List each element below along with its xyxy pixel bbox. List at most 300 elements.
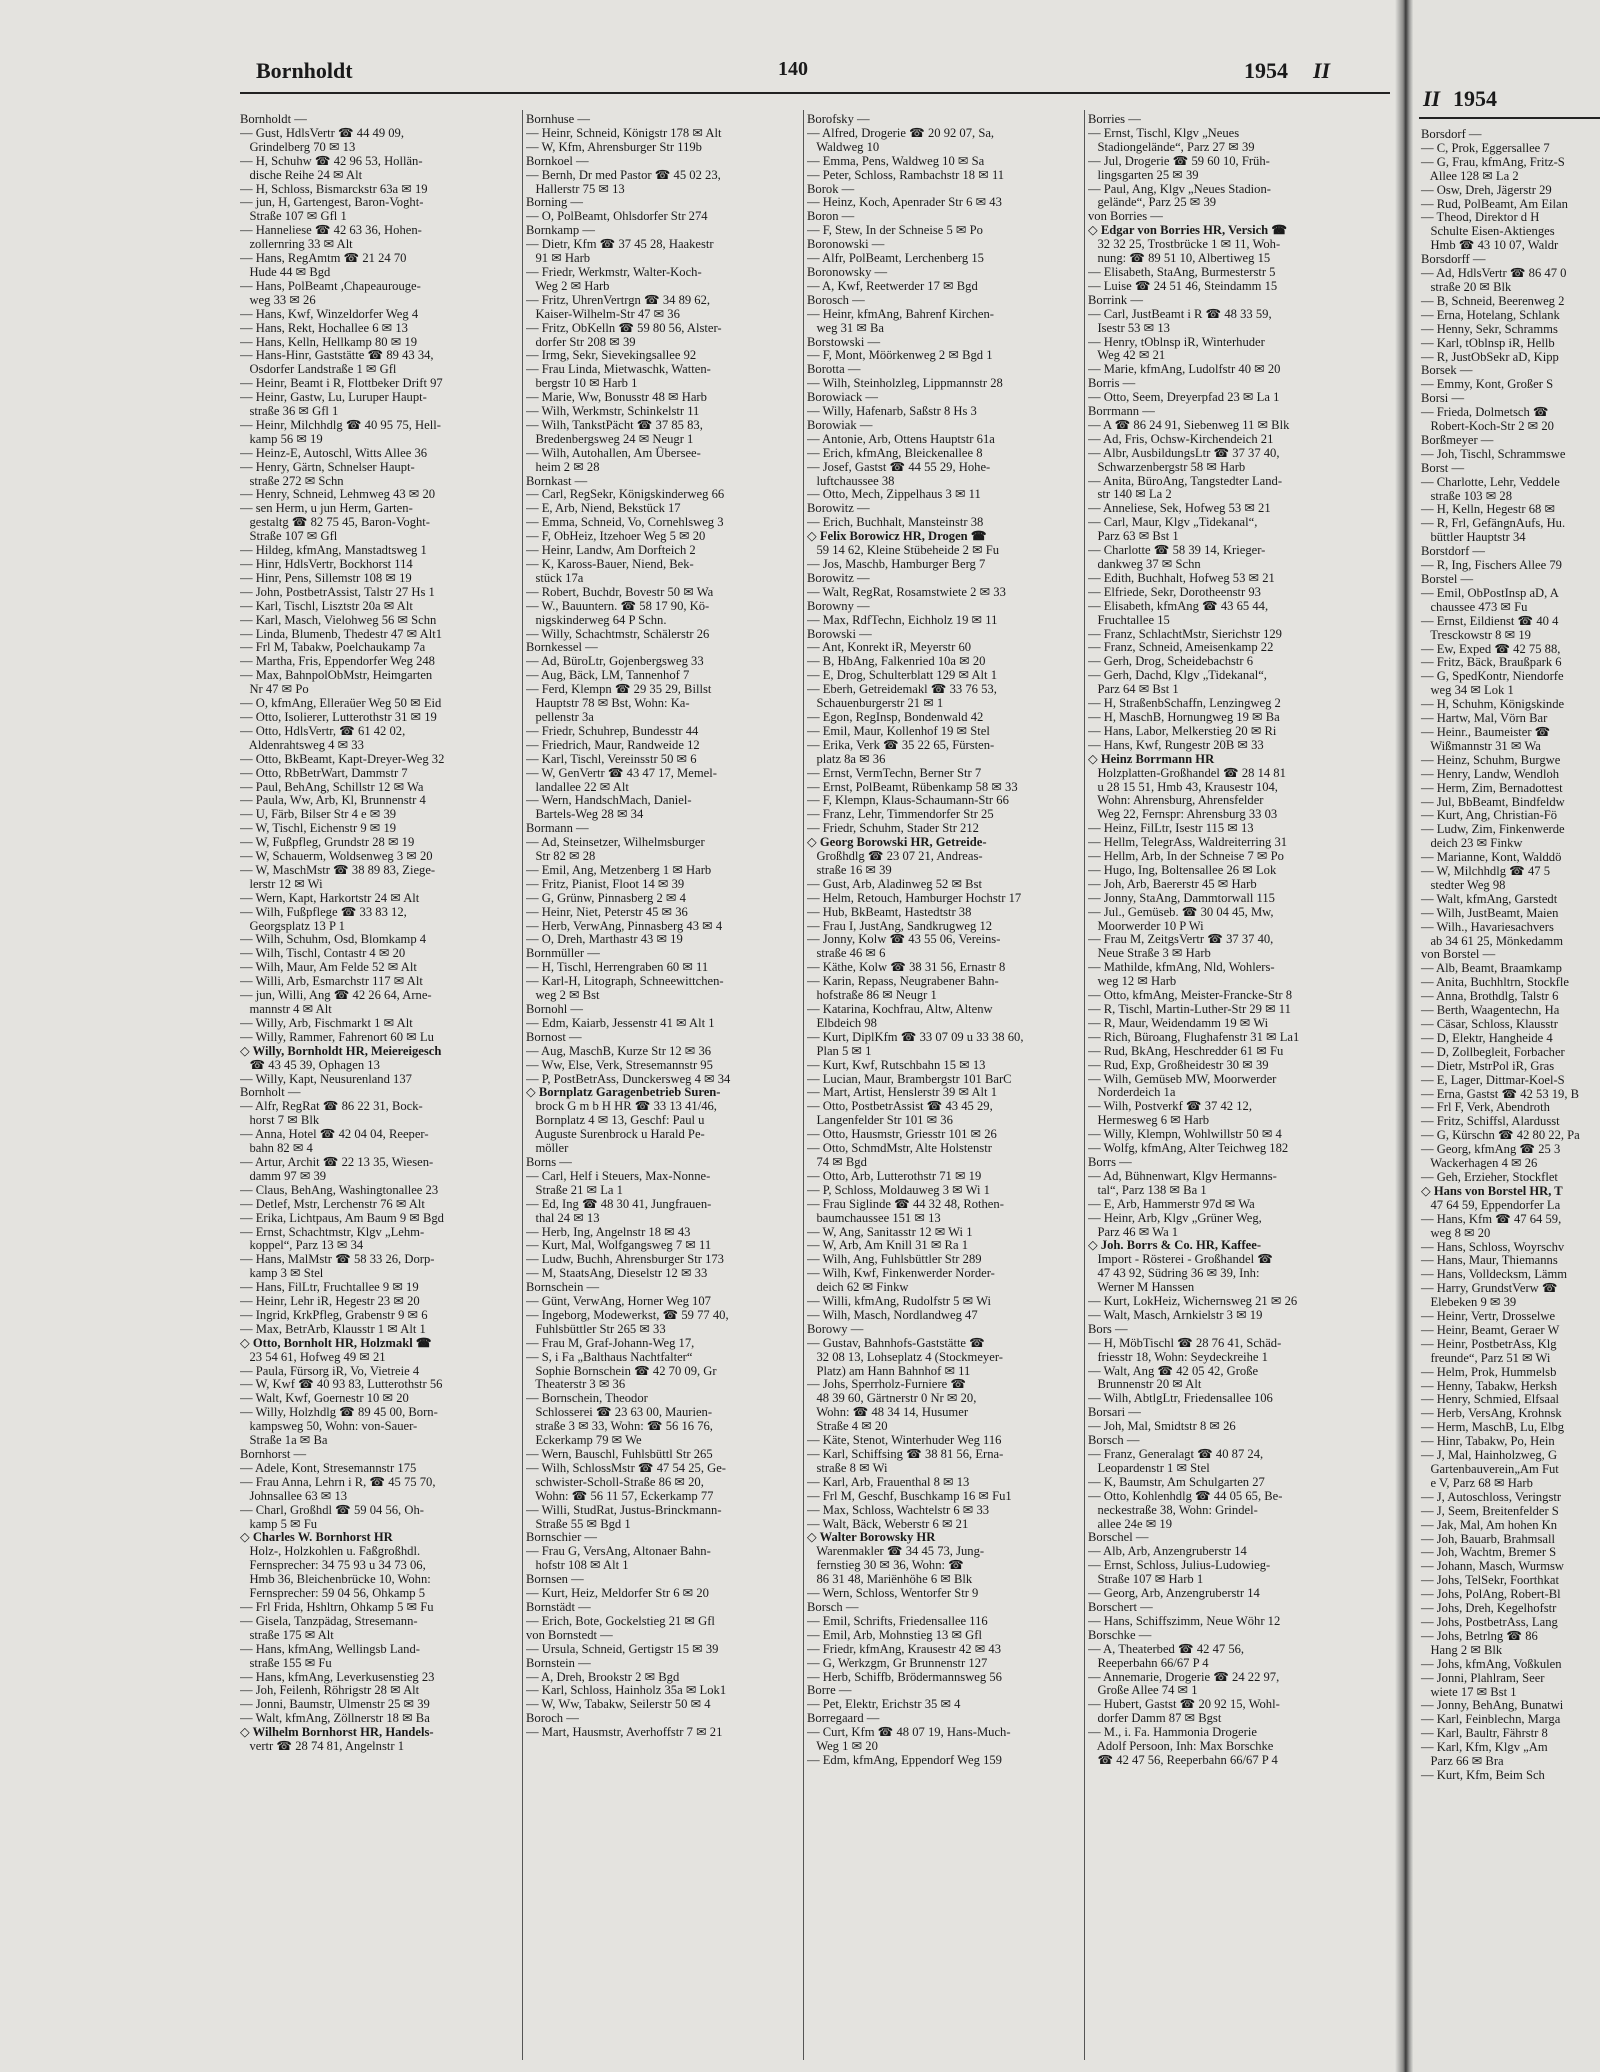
directory-line: Borowiak — [807,417,873,432]
directory-line: — Paul, Ang, Klgv „Neues Stadion- [1088,181,1271,196]
directory-line: — Walt, RegRat, Rosamstwiete 2 ✉ 33 [807,584,1006,599]
directory-line: Borowiack — [807,390,878,405]
directory-line: — Willy, Hafenarb, Saßstr 8 Hs 3 [807,404,977,419]
directory-line: Hallerstr 75 ✉ 13 [526,181,625,196]
directory-line: — Johs, PostbetrAss, Lang [1421,1614,1558,1629]
directory-line: Borsdorf — [1421,127,1482,141]
directory-line: straße 8 ✉ Wi [807,1460,888,1475]
directory-line: — Johs, kfmAng, Voßkulen [1421,1656,1562,1671]
directory-line: Borotta — [807,362,861,377]
directory-line: Borstdorf — [1421,544,1486,559]
directory-line: — Hans, FilLtr, Fruchtallee 9 ✉ 19 [240,1280,419,1295]
directory-line: 23 54 61, Hofweg 49 ✉ 21 [240,1349,386,1364]
directory-line: Bornohl — [526,1002,584,1016]
directory-line: — Karl, Kfm, Klgv „Am [1421,1740,1548,1755]
directory-line: — Willi, kfmAng, Rudolfstr 5 ✉ Wi [807,1294,991,1309]
directory-line: — W, Fußpfleg, Grundstr 28 ✉ 19 [240,835,415,850]
directory-line: 32 32 25, Trostbrücke 1 ✉ 11, Woh- [1088,237,1281,252]
directory-line: — Heinr, Niet, Peterstr 45 ✉ 36 [526,904,688,919]
directory-line: zollernring 33 ✉ Alt [240,237,353,252]
directory-line: Bornkoel — [526,153,589,168]
directory-line: — Otto, Arb, Lutterothstr 71 ✉ 19 [807,1168,982,1183]
year: 1954 [1244,58,1288,83]
directory-line: — Hans, Schloss, Woyrschv [1421,1239,1565,1254]
directory-line: — Hartw, Mal, Vörn Bar [1421,711,1548,726]
directory-line: damm 97 ✉ 39 [240,1168,327,1183]
directory-line: Borßmeyer — [1421,432,1494,447]
directory-line: — Karl, Feinblechn, Marga [1421,1712,1561,1727]
directory-line: — Ernst, VermTechn, Berner Str 7 [807,765,982,780]
directory-line: — Johs, Betrlng ☎ 86 [1421,1628,1538,1643]
directory-line: — C, Prok, Eggersallee 7 [1421,140,1550,155]
directory-line: Borning — [526,195,584,210]
directory-line: — Hans, MalMstr ☎ 58 33 26, Dorp- [240,1252,435,1267]
directory-line: Parz 66 ✉ Bra [1421,1754,1504,1769]
directory-line: straße 16 ✉ 39 [807,862,892,877]
directory-line: — Karl, Arb, Frauenthal 8 ✉ 13 [807,1474,970,1489]
directory-line: — Heinz-E, Autoschl, Witts Allee 36 [240,445,428,460]
directory-line: — Emil, Ang, Metzenberg 1 ✉ Harb [526,862,712,877]
directory-line: vertr ☎ 28 74 81, Angelnstr 1 [240,1739,404,1754]
directory-line: Aldenrahtsweg 4 ✉ 33 [240,737,364,752]
directory-line: Bornkast — [526,473,588,488]
header-rule [240,92,1390,94]
directory-line: — Gustav, Bahnhofs-Gaststätte ☎ [807,1335,985,1350]
directory-line: — Heinr, Beamt, Geraer W [1421,1322,1560,1337]
directory-line: Wohn: ☎ 56 11 57, Eckerkamp 77 [526,1488,714,1503]
directory-line: Borstowski — [807,334,881,349]
directory-line: — Johs, TelSekr, Foorthkat [1421,1573,1559,1588]
directory-line: Borofsky — [807,113,870,126]
directory-line: straße 103 ✉ 28 [1421,488,1512,503]
directory-line: stedter Weg 98 [1421,877,1506,892]
directory-line: — Kurt, Kwf, Rutschbahn 15 ✉ 13 [807,1057,986,1072]
directory-line: — E, Drog, Schulterblatt 129 ✉ Alt 1 [807,668,997,683]
directory-line: Gartenbauverein„Am Fut [1421,1462,1559,1476]
directory-line: Wackerhagen 4 ✉ 26 [1421,1156,1538,1171]
directory-line: — Ew, Exped ☎ 42 75 88, [1421,641,1561,656]
directory-line: — Hans, Kelln, Hellkamp 80 ✉ 19 [240,334,418,349]
directory-line: — Jos, Maschb, Hamburger Berg 7 [807,557,986,571]
directory-line: Fruchtallee 15 [1088,612,1170,627]
directory-line: Auguste Surenbrock u Harald Pe- [526,1127,705,1142]
directory-line: — Hans-Hinr, Gaststätte ☎ 89 43 34, [240,348,434,363]
directory-line: — Johs, Sperrholz-Furniere ☎ [807,1377,967,1392]
directory-line: — Katarina, Kochfrau, Altw, Altenw [807,1002,993,1016]
directory-column-3 [807,113,1092,2063]
directory-line: Bornkessel — [526,640,598,655]
directory-line: — Emil, Schrifts, Friedensallee 116 [807,1613,988,1628]
book-gutter [1395,0,1413,2072]
directory-line: — H, StraßenbSchaffn, Lenzingweg 2 [1088,696,1281,711]
directory-line: von Borries — [1088,209,1163,224]
directory-line: — Charl, Großhdl ☎ 59 04 56, Oh- [240,1502,424,1517]
directory-line: Nr 47 ✉ Po [240,682,309,697]
directory-line: — Anita, BüroAng, Tangstedter Land- [1088,473,1283,488]
directory-line: straße 155 ✉ Fu [240,1655,332,1670]
directory-line: Borns — [526,1154,572,1169]
directory-line: — R, Frl, GefängnAufs, Hu. [1421,516,1566,531]
directory-line: — Fritz, ObKelln ☎ 59 80 56, Alster- [526,320,722,335]
directory-line: — Fritz, Schiffsl, Alardusst [1421,1114,1560,1129]
directory-line: — Carl, Helf i Steuers, Max-Nonne- [526,1168,711,1183]
directory-line: weg 34 ✉ Lok 1 [1421,683,1514,698]
directory-line: — Emil, Maur, Kollenhof 19 ✉ Stel [807,723,990,738]
directory-line: — Henny, Tabakw, Herksh [1421,1378,1558,1393]
directory-line: Boron — [807,209,855,224]
directory-line: — P, Schloss, Moldauweg 3 ✉ Wi 1 [807,1182,990,1197]
directory-line: Wißmannstr 31 ✉ Wa [1421,738,1541,753]
directory-line: — Friedr, Schuhm, Stader Str 212 [807,821,979,836]
directory-line: — Edm, Kaiarb, Jessenstr 41 ✉ Alt 1 [526,1015,715,1030]
directory-line: — Jul., Gemüseb. ☎ 30 04 45, Mw, [1088,904,1274,919]
directory-line: — Helm, Retouch, Hamburger Hochstr 17 [807,890,1022,905]
column-divider [1084,110,1085,2060]
directory-line: — Erika, Lichtpaus, Am Baum 9 ✉ Bgd [240,1210,444,1225]
directory-line: — Ant, Konrekt iR, Meyerstr 60 [807,640,972,655]
directory-line: — G, Frau, kfmAng, Fritz-S [1421,154,1565,169]
directory-line: fernstieg 30 ✉ 36, Wohn: ☎ [807,1558,964,1573]
directory-line: — Otto, RbBetrWart, Dammstr 7 [240,765,408,780]
directory-line: Elebeken 9 ✉ 39 [1421,1295,1517,1310]
directory-line: Parz 63 ✉ Bst 1 [1088,529,1179,544]
directory-line: Straße 55 ✉ Bgd 1 [526,1516,631,1531]
directory-line: Holzplatten-Großhandel ☎ 28 14 81 [1088,765,1286,780]
directory-line: thal 24 ✉ 13 [526,1210,600,1225]
directory-line: — Irmg, Sekr, Sievekingsallee 92 [526,348,697,363]
directory-line: — Anneliese, Sek, Hofweg 53 ✉ 21 [1088,501,1271,516]
directory-line: 86 31 48, Mariënhöhe 6 ✉ Blk [807,1572,973,1587]
directory-line: Weg 42 ✉ 21 [1088,348,1166,363]
directory-line: — Otto, Seem, Dreyerpfad 23 ✉ La 1 [1088,390,1280,405]
directory-line: Bornholt — [240,1085,301,1100]
directory-line: — Hans, Kwf, Winzeldorfer Weg 4 [240,306,419,321]
directory-line: Boronowsky — [807,264,888,279]
directory-line: — Rud, BkAng, Heschredder 61 ✉ Fu [1088,1043,1284,1058]
directory-line: — Linda, Blumenb, Thedestr 47 ✉ Alt1 [240,626,443,641]
directory-line: straße 175 ✉ Alt [240,1627,334,1642]
directory-line: Elbdeich 98 [807,1015,877,1030]
directory-line: — Marianne, Kont, Walddö [1421,850,1562,865]
directory-line: — Hanneliese ☎ 42 63 36, Hohen- [240,223,422,238]
directory-line: — Hinr, Tabakw, Po, Hein [1421,1434,1555,1449]
directory-line: — Emil, ObPostInsp aD, A [1421,585,1559,600]
directory-line: — Anna, Brothdlg, Talstr 6 [1421,989,1559,1004]
directory-line: — Franz, Lehr, Timmendorfer Str 25 [807,807,994,822]
directory-line: — W, Schauerm, Woldsenweg 3 ✉ 20 [240,849,433,864]
directory-line: baumchaussee 151 ✉ 13 [807,1210,941,1225]
directory-line: — Fritz, Bäck, Braußpark 6 [1421,655,1562,670]
directory-line: Bornplatz 4 ✉ 13, Geschf: Paul u [526,1113,705,1128]
directory-line: — Heinz, FilLtr, Isestr 115 ✉ 13 [1088,821,1254,836]
directory-line: — Ad, BüroLtr, Gojenbergsweg 33 [526,654,704,669]
directory-line: weg 31 ✉ Ba [807,320,885,335]
directory-line: — Erich, Bote, Gockelstieg 21 ✉ Gfl [526,1613,715,1628]
directory-line: Robert-Koch-Str 2 ✉ 20 [1421,419,1554,434]
directory-line: Georgsplatz 13 P 1 [240,918,345,933]
directory-line: Straße 1a ✉ Ba [240,1433,328,1448]
directory-line: — J, Autoschloss, Veringstr [1421,1489,1562,1504]
directory-line: — Heinr, Lehr iR, Hegestr 23 ✉ 20 [240,1294,420,1309]
directory-line: — Willy, Rammer, Fahrenort 60 ✉ Lu [240,1029,434,1044]
directory-line: Allee 128 ✉ La 2 [1421,168,1519,183]
directory-line: — Ernst, Tischl, Klgv „Neues [1088,125,1240,140]
directory-line: — Jonni, Baumstr, Ulmenstr 25 ✉ 39 [240,1697,430,1712]
directory-line: — Marie, Ww, Bonusstr 48 ✉ Harb [526,390,707,405]
directory-line: — Wilh, TankstPächt ☎ 37 85 83, [526,417,703,432]
directory-line: — Hugo, Ing, Boltensallee 26 ✉ Lok [1088,862,1277,877]
directory-line: — Karl, Schloss, Hainholz 35a ✉ Lok1 [526,1683,727,1698]
directory-line: straße 36 ✉ Gfl 1 [240,404,339,419]
directory-line: brock G m b H HR ☎ 33 13 41/46, [526,1099,717,1114]
directory-line: Borrs — [1088,1154,1132,1169]
directory-line: 47 64 59, Eppendorfer La [1421,1197,1561,1212]
directory-line: Holz-, Holzkohlen u. Faßgroßhdl. [240,1544,421,1559]
directory-line: — jun, H, Gartengest, Baron-Voght- [240,195,424,210]
directory-line: chaussee 473 ✉ Fu [1421,599,1528,614]
directory-line: Parz 64 ✉ Bst 1 [1088,682,1179,697]
directory-line: friesstr 18, Wohn: Seydeckreihe 1 [1088,1349,1268,1364]
directory-line: 59 14 62, Kleine Stübeheide 2 ✉ Fu [807,543,1000,558]
directory-line: Straße 107 ✉ Gfl [240,529,338,544]
directory-line: kamp 56 ✉ 19 [240,431,323,446]
directory-line: — Wilh, JustBeamt, Maien [1421,905,1559,920]
directory-line: — J, Seem, Breitenfelder S [1421,1503,1559,1518]
directory-line: — Karl, Baultr, Fährstr 8 [1421,1726,1548,1741]
directory-line: Moorwerder 10 P Wi [1088,918,1204,933]
directory-line: — Fritz, Pianist, Floot 14 ✉ 39 [526,876,685,891]
directory-line: Borowny — [807,598,870,613]
directory-line: Borrmann — [1088,404,1155,419]
directory-line: deich 62 ✉ Finkw [807,1280,909,1295]
directory-line: — Anita, Buchhltrn, Stockfle [1421,975,1569,990]
directory-line: — Edith, Buchhalt, Hofweg 53 ✉ 21 [1088,570,1275,585]
directory-line: — Rud, Exp, Großheidestr 30 ✉ 39 [1088,1057,1269,1072]
column-divider [522,110,523,2060]
directory-line: kampsweg 50, Wohn: von-Sauer- [240,1419,418,1434]
directory-line: — Hans, Kfm ☎ 47 64 59, [1421,1211,1562,1226]
directory-line: — sen Herm, u jun Herm, Garten- [240,501,413,516]
directory-line: — Franz, Generalagt ☎ 40 87 24, [1088,1447,1264,1461]
directory-line: — Aug, MaschB, Kurze Str 12 ✉ 36 [526,1043,712,1058]
directory-line: Fernsprecher: 34 75 93 u 34 73 06, [240,1558,426,1573]
directory-line: — W, Kfm, Ahrensburger Str 119b [526,139,702,154]
directory-line: weg 12 ✉ Harb [1088,974,1177,989]
directory-line: — Wilh, Kwf, Finkenwerder Norder- [807,1266,995,1281]
directory-line: — Heinr, Schneid, Königstr 178 ✉ Alt [526,125,722,140]
directory-line: — E, Arb, Hammerstr 97d ✉ Wa [1088,1196,1255,1211]
directory-line: Borsek — [1421,363,1473,378]
directory-line: von Bornstedt — [526,1627,613,1642]
directory-line: — U, Färb, Bilser Str 4 e ✉ 39 [240,807,397,822]
directory-line: Borok — [807,181,855,196]
directory-line: Borrink — [1088,292,1143,307]
directory-line: Borsch — [807,1599,859,1614]
directory-line: — Ernst, Eildienst ☎ 40 4 [1421,613,1559,628]
directory-line: — Walt, Kwf, Goernestr 10 ✉ 20 [240,1391,409,1406]
directory-line: Bornmüller — [526,946,600,961]
directory-column-2 [526,113,811,2063]
directory-line: — B, Schneid, Beerenweg 2 [1421,293,1565,308]
directory-line: — Heinr, kfmAng, Bahrenf Kirchen- [807,306,994,321]
directory-line: stück 17a [526,570,584,585]
directory-line: — Frau M, Graf-Johann-Weg 17, [526,1335,695,1350]
directory-line: — Otto, Kohlenhdlg ☎ 44 05 65, Be- [1088,1488,1283,1503]
directory-line: ◇ Charles W. Bornhorst HR [240,1530,393,1545]
directory-line: — Frl M, Geschf, Buschkamp 16 ✉ Fu1 [807,1488,1012,1503]
directory-line: — Walt, Ang ☎ 42 05 42, Große [1088,1363,1259,1378]
directory-line: — Wilh, Steinholzleg, Lippmannstr 28 [807,376,1003,391]
directory-line: — Herb, Schiffb, Brödermannsweg 56 [807,1669,1002,1684]
directory-line: Neue Straße 3 ✉ Harb [1088,946,1211,961]
directory-line: — Emma, Pens, Waldweg 10 ✉ Sa [807,153,985,168]
directory-line: — A, Dreh, Brookstr 2 ✉ Bgd [526,1669,680,1684]
directory-line: — Franz, SchlachtMstr, Sierichstr 129 [1088,626,1282,641]
directory-line: Sophie Bornschein ☎ 42 70 09, Gr [526,1363,717,1378]
directory-line: — Carl, Maur, Klgv „Tidekanal“, [1088,515,1258,530]
directory-line: — John, PostbetrAssist, Talstr 27 Hs 1 [240,584,435,599]
directory-line: — A ☎ 86 24 91, Siebenweg 11 ✉ Blk [1088,417,1290,432]
directory-line: Hude 44 ✉ Bgd [240,264,331,279]
directory-line: Borschel — [1088,1530,1149,1545]
directory-line: — Henry, Gärtn, Schnelser Haupt- [240,459,415,474]
directory-line: — Georg, kfmAng ☎ 25 3 [1421,1142,1561,1157]
directory-line: — Joh, Arb, Baererstr 45 ✉ Harb [1088,876,1257,891]
section-number: II [1313,58,1331,83]
directory-line: — Paul, BehAng, Schillstr 12 ✉ Wa [240,779,424,794]
directory-line: Schulte Eisen-Aktienges [1421,224,1555,239]
directory-line: ◇ Walter Borowsky HR [807,1530,936,1545]
directory-line: Bornhorst — [240,1447,307,1461]
directory-line: — W, Kwf ☎ 40 93 83, Lutterothstr 56 [240,1377,443,1392]
directory-line: hofstr 108 ✉ Alt 1 [526,1558,629,1573]
directory-line: — Hub, BkBeamt, Hastedtstr 38 [807,904,972,919]
directory-line: — Wilh, Fußpflege ☎ 33 83 12, [240,904,407,919]
directory-line: dorfer Str 208 ✉ 39 [526,334,636,349]
directory-line: kamp 3 ✉ Stel [240,1266,324,1281]
directory-line: straße 272 ✉ Schn [240,473,344,488]
directory-line: — Wern, HandschMach, Daniel- [526,793,692,808]
directory-line: — R, Ing, Fischers Allee 79 [1421,558,1562,573]
directory-line: straße 20 ✉ Blk [1421,279,1512,294]
directory-line: — Karl, tOblnsp iR, Hellb [1421,335,1555,350]
directory-line: — Walt, Masch, Arnkielstr 3 ✉ 19 [1088,1307,1263,1322]
directory-line: Bornstädt — [526,1599,591,1614]
directory-line: Osdorfer Landstraße 1 ✉ Gfl [240,362,397,377]
directory-line: — Hans, Volldecksm, Lämm [1421,1267,1568,1282]
directory-line: — G, Kürschn ☎ 42 80 22, Pa [1421,1128,1580,1143]
directory-line: schwister-Scholl-Straße 86 ✉ 20, [526,1474,704,1489]
directory-line: — Pet, Elektr, Erichstr 35 ✉ 4 [807,1697,961,1712]
directory-line: Waldweg 10 [807,139,880,154]
directory-line: — Karl-H, Litograph, Schneewittchen- [526,974,724,989]
directory-line: Platz) am Hann Bahnhof ✉ 11 [807,1363,971,1378]
directory-line: Str 82 ✉ 28 [526,849,596,864]
directory-line: — W, Arb, Am Knill 31 ✉ Ra 1 [807,1238,968,1253]
directory-line: — Theod, Direktor d H [1421,210,1540,225]
directory-line: — Carl, JustBeamt i R ☎ 48 33 59, [1088,306,1272,321]
directory-line: — Frau Linda, Mietwaschk, Watten- [526,362,711,377]
directory-line: — Wilh, Gemüseb MW, Moorwerder [1088,1071,1277,1086]
directory-line: — Antonie, Arb, Ottens Hauptstr 61a [807,431,995,446]
directory-line: — Alb, Beamt, Braamkamp [1421,961,1562,976]
directory-line: bergstr 10 ✉ Harb 1 [526,376,638,391]
directory-line: Borsdorff — [1421,252,1486,267]
directory-line: Hermesweg 6 ✉ Harb [1088,1113,1210,1128]
directory-line: — Ursula, Schneid, Gertigstr 15 ✉ 39 [526,1641,719,1656]
directory-line: — Friedrich, Maur, Randweide 12 [526,737,700,752]
directory-line: — R, JustObSekr aD, Kipp [1421,349,1559,364]
directory-line: — Alfr, PolBeamt, Lerchenberg 15 [807,251,984,266]
directory-line: ◇ Felix Borowicz HR, Drogen ☎ [807,529,987,544]
directory-line: — Henry, Schneid, Lehmweg 43 ✉ 20 [240,487,436,502]
directory-line: — Anna, Hotel ☎ 42 04 04, Reeper- [240,1127,429,1142]
directory-line: Stadiongelände“, Parz 27 ✉ 39 [1088,139,1255,154]
directory-line: — Heinr, Vertr, Drosselwe [1421,1309,1556,1324]
directory-line: Kaiser-Wilhelm-Str 47 ✉ 36 [526,306,680,321]
directory-line: Boroch — [526,1711,579,1726]
directory-line: — Max, Schloss, Wachtelstr 6 ✉ 33 [807,1502,990,1517]
directory-line: — Henry, tOblnsp iR, Winterhuder [1088,334,1265,349]
directory-line: — jun, Willi, Ang ☎ 42 26 64, Arne- [240,988,432,1003]
directory-line: — Otto, Mech, Zippelhaus 3 ✉ 11 [807,487,981,502]
directory-line: Borsch — [1088,1433,1140,1448]
directory-line: — Wilh, Masch, Nordlandweg 47 [807,1307,978,1322]
directory-line: Borowski — [807,626,872,641]
directory-line: — Rich, Büroang, Flughafenstr 31 ✉ La1 [1088,1029,1300,1044]
directory-line: — Elisabeth, StaAng, Burmesterstr 5 [1088,264,1276,279]
directory-line: Bredenbergsweg 24 ✉ Neugr 1 [526,431,694,446]
directory-line: — Egon, RegInsp, Bondenwald 42 [807,709,984,724]
directory-line: — Max, BetrArb, Klausstr 1 ✉ Alt 1 [240,1321,426,1336]
directory-line: — Hellm, Arb, In der Schneise 7 ✉ Po [1088,849,1284,864]
directory-line: 48 39 60, Gärtnerstr 0 Nr ✉ 20, [807,1391,977,1406]
directory-line: straße 3 ✉ 33, Wohn: ☎ 56 16 76, [526,1419,713,1434]
directory-line: — Emma, Schneid, Vo, Cornehlsweg 3 [526,515,724,530]
directory-line: — Hans, Schiffszimm, Neue Wöhr 12 [1088,1613,1281,1628]
directory-line: — Emmy, Kont, Großer S [1421,377,1554,392]
directory-line: — Herb, VersAng, Krohnsk [1421,1406,1562,1421]
directory-line: Bornkamp — [526,223,595,238]
directory-line: ◇ Willy, Bornholdt HR, Meiereigesch [240,1043,442,1058]
directory-line: — A, Kwf, Reetwerder 17 ✉ Bgd [807,278,978,293]
directory-line: — R, Maur, Weidendamm 19 ✉ Wi [1088,1015,1269,1030]
directory-line: Bornhuse — [526,113,591,126]
directory-line: Bartels-Weg 28 ✉ 34 [526,807,644,822]
directory-line: — Herm, Zim, Bernadottest [1421,780,1563,795]
directory-line: — H, Schuhm, Königskinde [1421,697,1565,712]
directory-line: Adolf Persoon, Inh: Max Borschke [1088,1739,1274,1754]
directory-line: — Johs, PolAng, Robert-Bl [1421,1587,1561,1602]
directory-line: — H, MöbTischl ☎ 28 76 41, Schäd- [1088,1335,1282,1350]
directory-line: — Willy, Schachtmstr, Schälerstr 26 [526,626,710,641]
directory-line: — O, kfmAng, Elleraüer Weg 50 ✉ Eid [240,696,442,711]
directory-line: — Heinr, Gastw, Lu, Luruper Haupt- [240,390,427,405]
directory-line: — J, Mal, Hainholzweg, G [1421,1448,1558,1463]
directory-line: allee 24e ✉ 19 [1088,1516,1172,1531]
directory-line: — W, GenVertr ☎ 43 47 17, Memel- [526,765,717,780]
directory-line: — Hans, Kwf, Rungestr 20B ✉ 33 [1088,737,1264,752]
directory-line: — Geh, Erzieher, Stockflet [1421,1169,1558,1184]
directory-line: Borowitz — [807,501,870,516]
directory-line: — Johann, Masch, Wurmsw [1421,1559,1565,1574]
directory-line: — Karl, Tischl, Vereinsstr 50 ✉ 6 [526,751,697,766]
directory-line: — Otto, PostbetrAssist ☎ 43 45 29, [807,1099,993,1114]
directory-line: Parz 46 ✉ Wa 1 [1088,1224,1179,1239]
directory-line: — Heinr, PostbetrAss, Klg [1421,1336,1557,1351]
directory-line: — W, Tischl, Eichenstr 9 ✉ 19 [240,821,397,836]
directory-line: — E, Lager, Dittmar-Koel-S [1421,1072,1565,1087]
